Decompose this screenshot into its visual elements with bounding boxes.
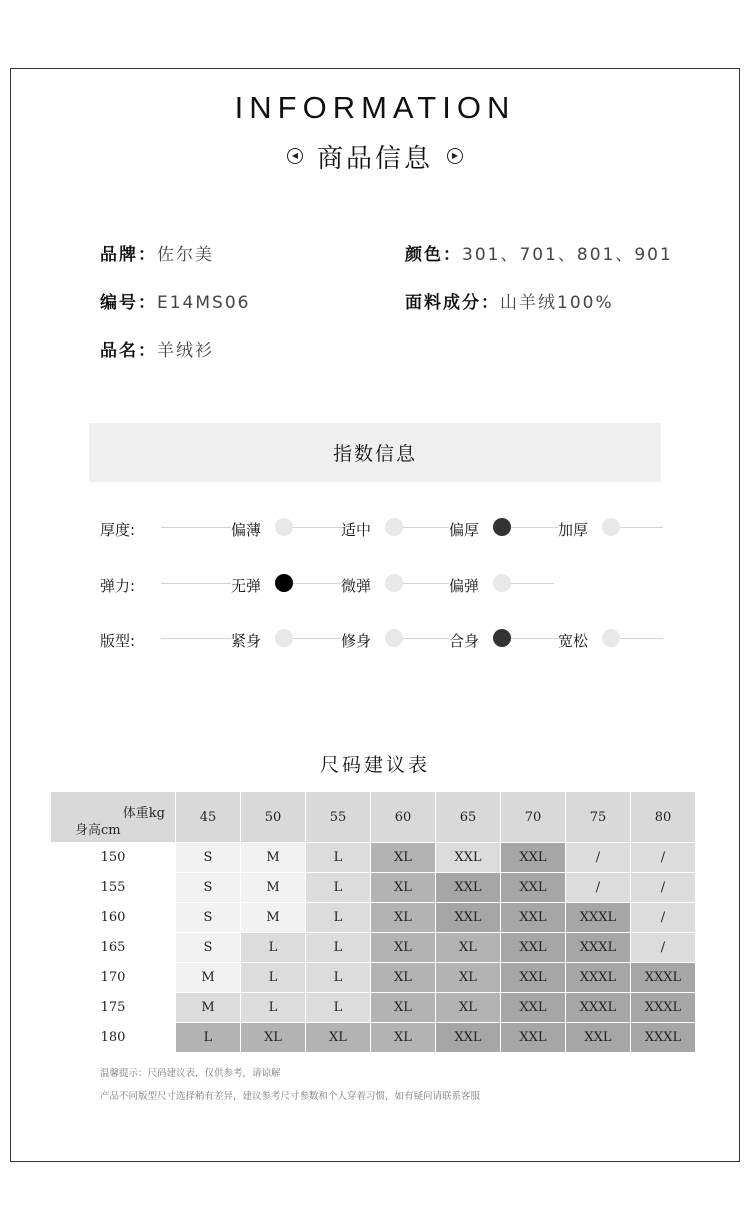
size-cell: L	[306, 933, 371, 963]
size-cell: S	[176, 903, 241, 933]
size-cell: XXL	[501, 963, 566, 993]
color-label: 颜色：	[405, 245, 462, 265]
size-cell: XXL	[436, 903, 501, 933]
code-value: E14MS06	[157, 293, 251, 313]
name-label: 品名：	[100, 341, 157, 361]
size-cell: XXL	[501, 903, 566, 933]
size-cell: M	[176, 993, 241, 1023]
thickness-option: 加厚	[558, 521, 589, 539]
table-row	[51, 1023, 696, 1053]
index-line	[161, 638, 231, 639]
size-cell: L	[306, 903, 371, 933]
fit-option: 紧身	[231, 632, 262, 650]
table-row	[51, 993, 696, 1023]
size-cell: L	[306, 963, 371, 993]
size-cell: /	[631, 843, 696, 873]
fabric-label: 面料成分：	[405, 293, 500, 313]
right-arrow-icon: ▶	[447, 148, 463, 164]
index-line	[161, 527, 231, 528]
weight-header: 50	[241, 792, 306, 843]
name-info	[100, 336, 214, 361]
size-cell: XXL	[436, 1023, 501, 1053]
size-cell: XXL	[501, 993, 566, 1023]
size-cell: XL	[371, 903, 436, 933]
size-cell: XXXL	[566, 903, 631, 933]
size-cell: L	[241, 933, 306, 963]
weight-header: 55	[306, 792, 371, 843]
size-cell: L	[241, 993, 306, 1023]
index-line	[511, 527, 558, 528]
thickness-dot-selected	[493, 518, 511, 536]
size-cell: XL	[436, 993, 501, 1023]
fit-option: 宽松	[558, 632, 589, 650]
size-cell: /	[631, 933, 696, 963]
title-en: INFORMATION	[234, 90, 516, 125]
elasticity-dot	[493, 574, 511, 592]
thickness-dot	[602, 518, 620, 536]
fit-option: 修身	[341, 632, 372, 650]
index-line	[161, 583, 231, 584]
size-cell: /	[631, 903, 696, 933]
size-cell: M	[176, 963, 241, 993]
size-cell: XL	[241, 1023, 306, 1053]
size-cell: XXL	[566, 1023, 631, 1053]
size-cell: XL	[436, 933, 501, 963]
size-table-header	[51, 792, 696, 843]
table-row	[51, 873, 696, 903]
note-line-2: 产品不同版型尺寸选择稍有差异，建议参考尺寸参数和个人穿着习惯，如有疑问请联系客服	[100, 1091, 481, 1102]
size-cell: L	[306, 993, 371, 1023]
height-axis-label: 身高cm	[75, 823, 121, 838]
height-cell: 160	[51, 903, 176, 933]
height-cell: 170	[51, 963, 176, 993]
height-cell: 150	[51, 843, 176, 873]
size-cell: XXXL	[566, 993, 631, 1023]
height-cell: 175	[51, 993, 176, 1023]
size-cell: M	[241, 873, 306, 903]
size-cell: XXXL	[566, 963, 631, 993]
size-cell: L	[306, 873, 371, 903]
size-cell: S	[176, 933, 241, 963]
left-arrow-icon: ◀	[287, 148, 303, 164]
index-line	[620, 527, 663, 528]
weight-header: 45	[176, 792, 241, 843]
weight-header: 60	[371, 792, 436, 843]
size-cell: XXL	[501, 873, 566, 903]
size-cell: XXXL	[631, 963, 696, 993]
table-row	[51, 903, 696, 933]
thickness-option-selected: 偏厚	[449, 521, 480, 539]
elasticity-option-selected: 无弹	[231, 577, 262, 595]
fabric-value: 山羊绒100%	[500, 293, 614, 313]
color-info	[405, 240, 673, 265]
index-line	[293, 527, 341, 528]
thickness-option: 偏薄	[231, 521, 262, 539]
brand-info	[100, 240, 214, 265]
elasticity-dot-selected	[275, 574, 293, 592]
index-line	[511, 638, 558, 639]
index-line	[293, 638, 341, 639]
size-cell: /	[566, 873, 631, 903]
size-cell: M	[241, 903, 306, 933]
size-cell: XXL	[501, 1023, 566, 1053]
index-section-title: 指数信息	[89, 423, 661, 482]
brand-label: 品牌：	[100, 245, 157, 265]
weight-header: 65	[436, 792, 501, 843]
size-table-title: 尺码建议表	[319, 754, 430, 776]
fit-dot-selected	[493, 629, 511, 647]
size-cell: XXL	[501, 843, 566, 873]
weight-header: 80	[631, 792, 696, 843]
size-cell: XL	[371, 873, 436, 903]
note-line-1: 温馨提示：尺码建议表，仅供参考，请谅解	[100, 1068, 281, 1079]
elasticity-option: 偏弹	[449, 577, 480, 595]
table-row	[51, 933, 696, 963]
thickness-dot	[385, 518, 403, 536]
height-cell: 155	[51, 873, 176, 903]
color-value: 301、701、801、901	[462, 245, 673, 265]
size-cell: XXL	[501, 933, 566, 963]
index-line	[293, 583, 341, 584]
elasticity-label: 弹力:	[100, 577, 136, 595]
size-cell: L	[176, 1023, 241, 1053]
size-cell: XXL	[436, 873, 501, 903]
size-cell: XXXL	[631, 993, 696, 1023]
size-cell: XL	[371, 993, 436, 1023]
code-label: 编号：	[100, 293, 157, 313]
fit-dot	[602, 629, 620, 647]
weight-axis-label: 体重kg	[122, 806, 165, 821]
size-cell: XL	[436, 963, 501, 993]
index-line	[511, 583, 554, 584]
thickness-dot	[275, 518, 293, 536]
weight-header: 70	[501, 792, 566, 843]
size-cell: L	[241, 963, 306, 993]
size-cell: S	[176, 843, 241, 873]
table-row	[51, 843, 696, 873]
size-cell: XL	[371, 843, 436, 873]
size-cell: XL	[306, 1023, 371, 1053]
table-row	[51, 963, 696, 993]
title-cn: 商品信息	[316, 143, 433, 174]
thickness-label: 厚度:	[100, 521, 136, 539]
size-table	[50, 791, 696, 1053]
name-value: 羊绒衫	[157, 341, 214, 361]
height-cell: 165	[51, 933, 176, 963]
fit-dot	[275, 629, 293, 647]
size-cell: XXXL	[566, 933, 631, 963]
brand-value: 佐尔美	[157, 245, 214, 265]
index-line	[403, 583, 449, 584]
title-cn-row	[0, 138, 750, 174]
size-cell: XL	[371, 1023, 436, 1053]
size-cell: XL	[371, 963, 436, 993]
height-cell: 180	[51, 1023, 176, 1053]
size-cell: L	[306, 843, 371, 873]
index-line	[403, 527, 449, 528]
fit-option-selected: 合身	[449, 632, 480, 650]
size-cell: S	[176, 873, 241, 903]
fit-label: 版型:	[100, 632, 136, 650]
weight-header: 75	[566, 792, 631, 843]
table-corner	[51, 792, 176, 843]
index-line	[620, 638, 663, 639]
size-cell: XL	[371, 933, 436, 963]
size-cell: /	[631, 873, 696, 903]
fit-dot	[385, 629, 403, 647]
size-cell: XXL	[436, 843, 501, 873]
code-info	[100, 288, 250, 313]
size-cell: M	[241, 843, 306, 873]
size-cell: XXXL	[631, 1023, 696, 1053]
index-line	[403, 638, 449, 639]
size-cell: /	[566, 843, 631, 873]
elasticity-dot	[385, 574, 403, 592]
fabric-info	[405, 288, 614, 313]
thickness-option: 适中	[341, 521, 372, 539]
elasticity-option: 微弹	[341, 577, 372, 595]
